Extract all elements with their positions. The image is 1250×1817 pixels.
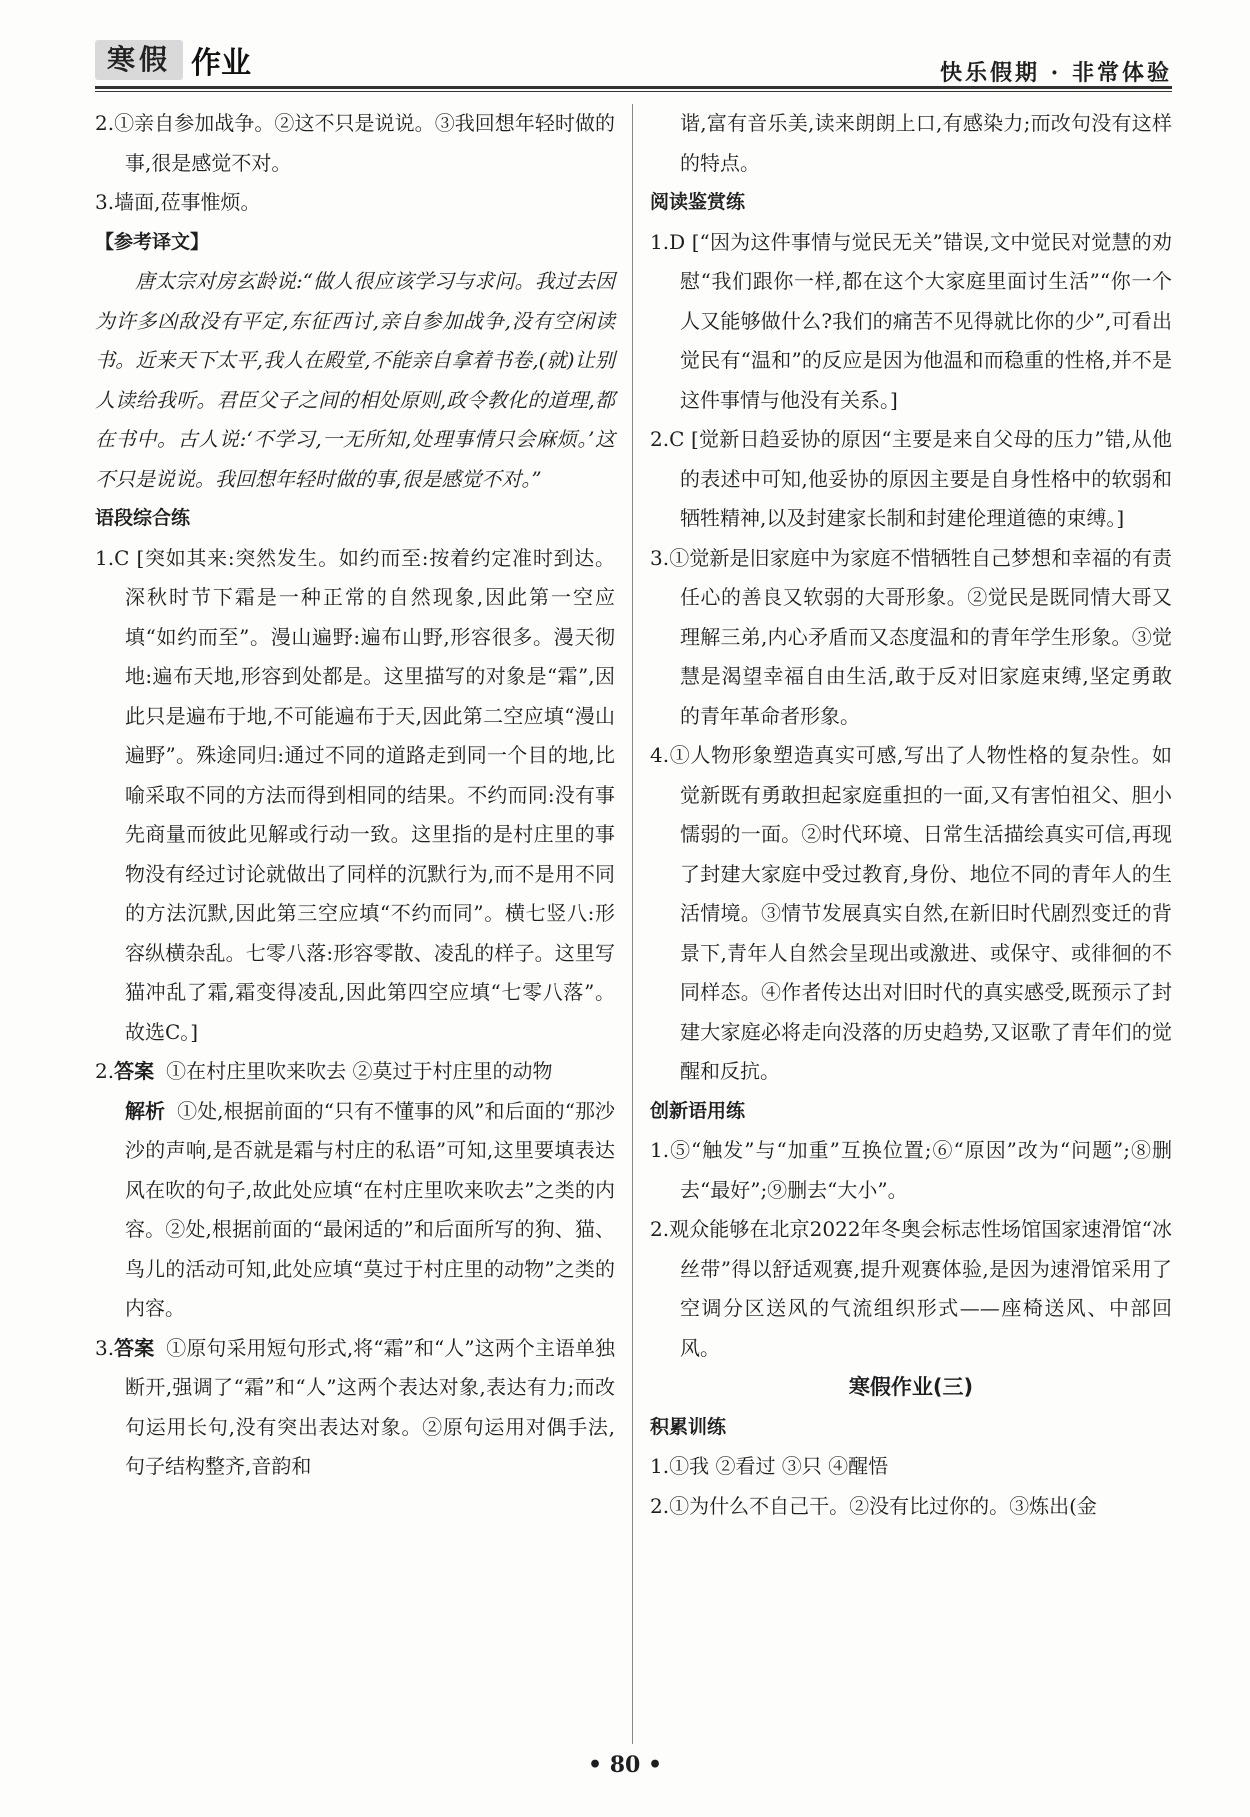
- answer-c1: 1.⑤“触发”与“加重”互换位置;⑥“原因”改为“问题”;⑧删去“最好”;⑨删去“大小”。: [650, 1138, 1172, 1202]
- left-column: [95, 104, 615, 1487]
- header-slogan: 快乐假期 · 非常体验: [940, 60, 1172, 86]
- page-number: • 80 •: [587, 1752, 663, 1778]
- logo-mark: 寒假: [95, 40, 183, 80]
- question-number: 2.: [95, 1059, 115, 1083]
- answer-continuation: 谐,富有音乐美,读来朗朗上口,有感染力;而改句没有这样的特点。: [680, 111, 1172, 175]
- answer-text: ①原句采用短句形式,将“霜”和“人”这两个主语单独断开,强调了“霜”和“人”这两个表达对象,表达有力;而改句运用长句,没有突出表达对象。②原句运用对偶手法,句子结构整齐,音韵和: [125, 1335, 615, 1478]
- answer-s1q1: 1.C [突如其来:突然发生。如约而至:按着约定准时到达。深秋时节下霜是一种正常的自然现象,因此第一空应填“如约而至”。漫山遍野:遍布山野,形容很多。漫天彻地:遍布天地,形容到处都是。这里描写的对象是“霜”,因此只是遍布于地,不可能遍布于天,因此第二空应填“漫山遍野”。殊途同归:通过不同的道路走到同一个目的地,比喻采取不同的方法而得到相同的结果。不约而同:没有事先商量而彼此见解或行动一致。这里指的是村庄里的事物没有经过讨论就做出了同样的沉默行为,而不是用不同的方法沉默,因此第三空应填“不约而同”。横七竖八:形容纵横杂乱。七零八落:形容零散、凌乱的样子。这里写猫冲乱了霜,霜变得凌乱,因此第四空应填“七零八落”。故选C。]: [95, 545, 615, 1044]
- answer-k1: 1.①我 ②看过 ③只 ④醒悟: [650, 1454, 889, 1478]
- answer-label: 答案: [114, 1335, 155, 1360]
- analysis-text: ①处,根据前面的“只有不懂事的风”和后面的“那沙沙的声响,是否就是霜与村庄的私语”可知,这里要填表达风在吹的句子,故此处应填“在村庄里吹来吹去”之类的内容。②处,根据前面的“最闲适的”和后面所写的狗、猫、鸟儿的活动可知,此处应填“莫过于村庄里的动物”之类的内容。: [125, 1098, 616, 1320]
- translation-heading: 【参考译文】: [95, 230, 210, 253]
- header-rule-thin: [95, 91, 1172, 92]
- answer-text: ①在村庄里吹来吹去 ②莫过于村庄里的动物: [166, 1059, 553, 1083]
- section-heading-chuangxin: 创新语用练: [650, 1099, 746, 1122]
- unit-title: 寒假作业(三): [848, 1375, 974, 1399]
- answer-q3: 3.墙面,莅事惟烦。: [95, 190, 261, 214]
- logo-word: 作业: [191, 46, 251, 81]
- logo: [95, 38, 251, 82]
- answer-r3: 3.①觉新是旧家庭中为家庭不惜牺牲自己梦想和幸福的有责任心的善良又软弱的大哥形象。②觉民是既同情大哥又理解三弟,内心矛盾而又态度温和的青年学生形象。③觉慧是渴望幸福自由生活,敢于反对旧家庭束缚,坚定勇敢的青年革命者形象。: [650, 545, 1172, 728]
- answer-k2: 2.①为什么不自己干。②没有比过你的。③炼出(金: [650, 1493, 1097, 1518]
- answer-s1q2: [95, 1052, 615, 1092]
- page-header: [95, 36, 1172, 88]
- answer-r2: 2.C [觉新日趋妥协的原因“主要是来自父母的压力”错,从他的表述中可知,他妥协的原因主要是自身性格中的软弱和牺牲精神,以及封建家长制和封建伦理道德的束缚。]: [650, 427, 1172, 530]
- right-column: [650, 104, 1172, 1526]
- section-heading-yuduan: 语段综合练: [95, 507, 191, 529]
- analysis-s1q2: [95, 1092, 615, 1329]
- answer-c2: 2.观众能够在北京2022年冬奥会标志性场馆国家速滑馆“冰丝带”得以舒适观赛,提升观赛体验,是因为速滑馆采用了空调分区送风的气流组织形式——座椅送风、中部回风。: [650, 1217, 1172, 1360]
- section-heading-jilei: 积累训练: [650, 1415, 727, 1438]
- header-rule: [95, 86, 1172, 89]
- analysis-label: 解析: [125, 1098, 166, 1123]
- answer-q2: 2.①亲自参加战争。②这不只是说说。③我回想年轻时做的事,很是感觉不对。: [95, 111, 615, 175]
- answer-r1: 1.D [“因为这件事情与觉民无关”错误,文中觉民对觉慧的劝慰“我们跟你一样,都在这个大家庭里面讨生活”“你一个人又能够做什么?我们的痛苦不见得就比你的少”,可看出觉民有“温和”的反应是因为他温和而稳重的性格,并不是这件事情与他没有关系。]: [650, 229, 1172, 412]
- question-number: 3.: [95, 1335, 115, 1360]
- answer-label: 答案: [114, 1059, 155, 1083]
- answer-r4: 4.①人物形象塑造真实可感,写出了人物性格的复杂性。如觉新既有勇敢担起家庭重担的一面,又有害怕祖父、胆小懦弱的一面。②时代环境、日常生活描绘真实可信,再现了封建大家庭中受过教育,身份、地位不同的青年人的生活情境。③情节发展真实自然,在新旧时代剧烈变迁的背景下,青年人自然会呈现出或激进、或保守、或徘徊的不同样态。④作者传达出对旧时代的真实感受,既预示了封建大家庭必将走向没落的历史趋势,又讴歌了青年们的觉醒和反抗。: [650, 743, 1172, 1083]
- translation-text: 唐太宗对房玄龄说:“做人很应该学习与求问。我过去因为许多凶敌没有平定,东征西讨,亲自参加战争,没有空闲读书。近来天下太平,我人在殿堂,不能亲自拿着书卷,(就)让别人读给我听。君臣父子之间的相处原则,政令教化的道理,都在书中。古人说:‘不学习,一无所知,处理事情只会麻烦。’这不只是说说。我回想年轻时做的事,很是感觉不对。”: [95, 269, 615, 491]
- answer-s1q3: [95, 1329, 615, 1487]
- column-divider: [632, 104, 633, 1744]
- section-heading-yuedu: 阅读鉴赏练: [650, 191, 746, 213]
